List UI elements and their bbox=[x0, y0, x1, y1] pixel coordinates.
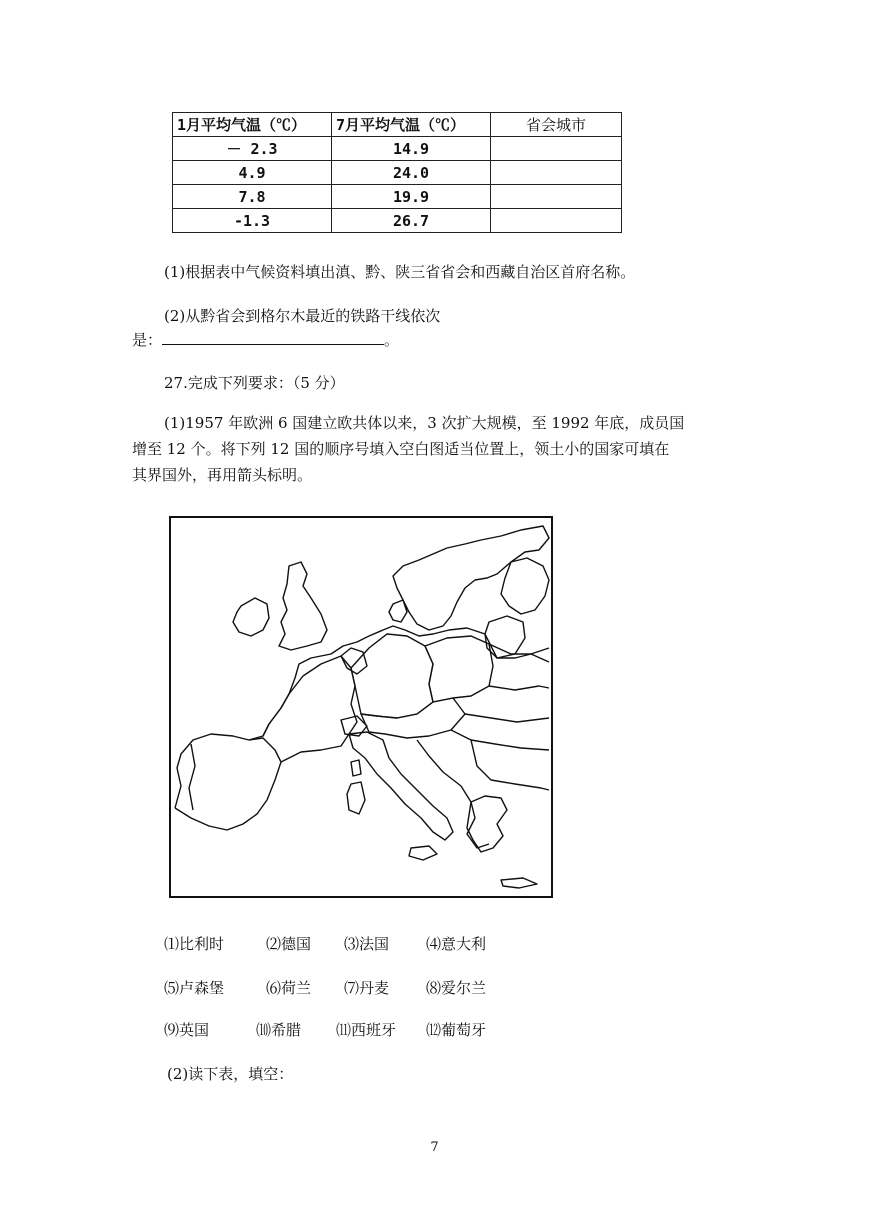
jan-temp-cell: － 2.3 bbox=[173, 137, 332, 161]
denmark-outline bbox=[389, 600, 407, 622]
germany-outline bbox=[351, 634, 433, 718]
jan-temp-cell: -1.3 bbox=[173, 209, 332, 233]
question-27-part1-line1: (1)1957 年欧洲 6 国建立欧共体以来，3 次扩大规模，至 1992 年底，成员国 bbox=[164, 414, 685, 432]
question-27-part1-line3: 其界国外，再用箭头标明。 bbox=[132, 466, 313, 484]
option-netherlands: ⑹荷兰 bbox=[266, 979, 312, 997]
answer-suffix: 。 bbox=[384, 331, 400, 349]
question-27-title: 27.完成下列要求：（5 分） bbox=[164, 374, 345, 392]
option-denmark: ⑺丹麦 bbox=[344, 979, 390, 997]
header-jan-temp: 1月平均气温（℃） bbox=[173, 113, 332, 137]
option-luxembourg: ⑸卢森堡 bbox=[164, 979, 225, 997]
france-outline bbox=[263, 656, 357, 762]
question-1-text: (1)根据表中气候资料填出滇、黔、陕三省省会和西藏自治区首府名称。 bbox=[164, 263, 636, 281]
corsica-outline bbox=[351, 760, 361, 776]
ireland-outline bbox=[233, 598, 269, 636]
option-portugal: ⑿葡萄牙 bbox=[426, 1021, 487, 1039]
capital-city-cell[interactable] bbox=[491, 137, 622, 161]
option-germany: ⑵德国 bbox=[266, 935, 312, 953]
portugal-border bbox=[189, 744, 195, 810]
sicily-outline bbox=[409, 846, 437, 860]
capital-city-cell[interactable] bbox=[491, 209, 622, 233]
table-row bbox=[173, 209, 622, 233]
jul-temp-cell: 19.9 bbox=[332, 185, 491, 209]
option-uk: ⑼英国 bbox=[164, 1021, 210, 1039]
czech-austria-outline bbox=[361, 698, 465, 738]
table-header-row bbox=[173, 113, 622, 137]
page-number: 7 bbox=[430, 1140, 439, 1155]
header-capital-city: 省会城市 bbox=[491, 113, 622, 137]
sardinia-outline bbox=[347, 782, 365, 814]
table-row bbox=[173, 161, 622, 185]
capital-city-cell[interactable] bbox=[491, 161, 622, 185]
jan-temp-cell: 4.9 bbox=[173, 161, 332, 185]
answer-prefix: 是： bbox=[132, 331, 163, 349]
crete-outline bbox=[501, 878, 537, 888]
britain-outline bbox=[279, 562, 327, 650]
europe-blank-map[interactable] bbox=[169, 516, 553, 898]
italy-outline bbox=[349, 732, 453, 840]
jul-temp-cell: 26.7 bbox=[332, 209, 491, 233]
europe-map-outline bbox=[171, 518, 551, 896]
option-spain: ⑾西班牙 bbox=[336, 1021, 397, 1039]
scandinavia-outline bbox=[393, 526, 549, 630]
answer-blank[interactable] bbox=[162, 328, 384, 345]
header-jul-temp: 7月平均气温（℃） bbox=[332, 113, 491, 137]
question-27-part1-line2: 增至 12 个。将下列 12 国的顺序号填入空白图适当位置上，领土小的国家可填在 bbox=[132, 440, 670, 458]
balkan-border bbox=[451, 730, 549, 790]
table-row bbox=[173, 185, 622, 209]
jan-temp-cell: 7.8 bbox=[173, 185, 332, 209]
option-france: ⑶法国 bbox=[344, 935, 390, 953]
jul-temp-cell: 24.0 bbox=[332, 161, 491, 185]
question-2-answer-line bbox=[132, 327, 399, 353]
finland-outline bbox=[501, 558, 549, 614]
capital-city-cell[interactable] bbox=[491, 185, 622, 209]
iberia-outline bbox=[175, 738, 281, 830]
poland-outline bbox=[425, 636, 493, 702]
option-ireland: ⑻爱尔兰 bbox=[426, 979, 487, 997]
question-2-text: (2)从黔省会到格尔木最近的铁路干线依次 bbox=[164, 307, 441, 325]
climate-table bbox=[172, 112, 622, 233]
option-italy: ⑷意大利 bbox=[426, 935, 487, 953]
option-greece: ⑽希腊 bbox=[256, 1021, 302, 1039]
question-27-part2: (2)读下表，填空： bbox=[167, 1065, 294, 1083]
jul-temp-cell: 14.9 bbox=[332, 137, 491, 161]
option-belgium: ⑴比利时 bbox=[164, 935, 225, 953]
table-row bbox=[173, 137, 622, 161]
